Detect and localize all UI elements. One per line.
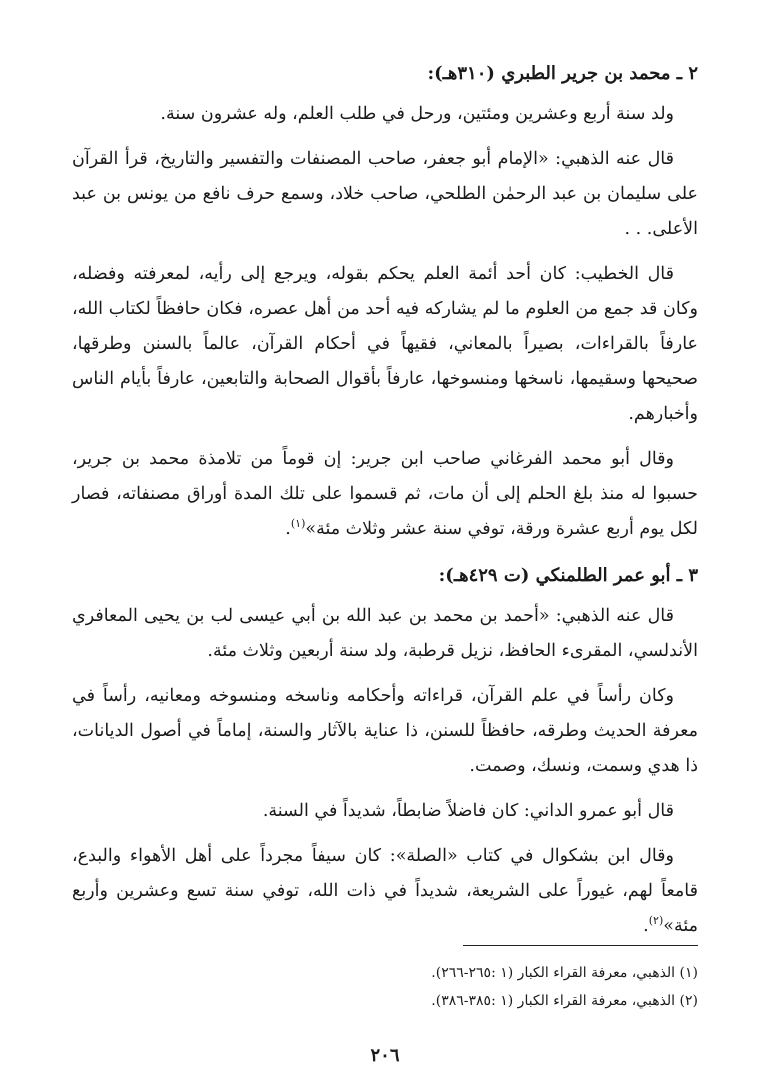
paragraph [72,257,698,432]
footnote-reference[interactable]: (١) [290,517,306,531]
footnotes [72,959,698,1015]
paragraph [72,794,698,829]
paragraph-text: ولد سنة أربع وعشرين ومئتين، ورحل في طلب العلم، وله عشرون سنة. [160,104,674,124]
footnote-reference[interactable]: (٢) [648,914,664,928]
paragraph-tail: . [285,519,291,539]
paragraph-tail: . [643,916,649,936]
section-heading-tabari: ٢ ـ محمد بن جرير الطبري (٣١٠هـ): [427,63,698,84]
paragraph-text: قال أبو عمرو الداني: كان فاضلاً ضابطاً، شديداً في السنة. [262,801,674,821]
section-heading-talamanki: ٣ ـ أبو عمر الطلمنكي (ت ٤٢٩هـ): [438,565,698,586]
paragraph-text: قال الخطيب: كان أحد أئمة العلم يحكم بقوله، ويرجع إلى رأيه، لمعرفته وفضله، وكان قد جمع من العلوم ما لم يشاركه فيه أحد من أهل عصره، فكان حافظاً لكتاب الله، عارفاً بالقراءات، بصيراً بالمعاني، فقيهاً في أحكام القرآن، عالماً بالسنن وطرقها، صحيحها وسقيمها، ناسخها ومنسوخها، عارفاً بأقوال الصحابة والتابعين، عارفاً بأيام الناس وأخبارهم. [72,264,698,424]
paragraph [72,599,698,669]
paragraph [72,142,698,247]
paragraph [72,97,698,132]
paragraph-text: قال عنه الذهبي: «أحمد بن محمد بن عبد الله بن أبي عيسى لب بن يحيى المعافري الأندلسي، المقرىء الحافظ، نزيل قرطبة، ولد سنة أربعين وثلاث مئة. [72,606,698,661]
footnote: (٢) الذهبي، معرفة القراء الكبار (١ :٣٨٥-٣٨٦). [431,993,698,1009]
paragraph [72,442,698,547]
footnote-divider [463,945,698,946]
book-page [72,55,698,1072]
paragraph-text: قال عنه الذهبي: «الإمام أبو جعفر، صاحب المصنفات والتفسير والتاريخ، قرأ القرآن على سليمان بن عبد الرحمٰن الطلحي، صاحب خلاد، وسمع حرف نافع من يونس بن عبد الأعلى. . . [72,149,698,239]
paragraph [72,679,698,784]
paragraph-text: وقال أبو محمد الفرغاني صاحب ابن جرير: إن قوماً من تلامذة محمد بن جرير، حسبوا له منذ بلغ الحلم إلى أن مات، ثم قسموا على تلك المدة أوراق مصنفاته، فصار لكل يوم أربع عشرة ورقة، توفي سنة عشر وثلاث مئة» [72,449,698,539]
paragraph-text: وقال ابن بشكوال في كتاب «الصلة»: كان سيفاً مجرداً على أهل الأهواء والبدع، قامعاً لهم، غيوراً على الشريعة، شديداً في ذات الله، توفي سنة تسع وعشرين وأربع مئة» [72,846,698,936]
paragraph-text: وكان رأساً في علم القرآن، قراءاته وأحكامه وناسخه ومنسوخه ومعانيه، رأساً في معرفة الحديث وطرقه، حافظاً للسنن، ذا عناية بالآثار والسنة، إماماً في أصول الديانات، ذا هدي وسمت، ونسك، وصمت. [72,686,698,776]
paragraph [72,839,698,944]
page-number: ٢٠٦ [370,1045,400,1066]
footnote: (١) الذهبي، معرفة القراء الكبار (١ :٢٦٥-٢٦٦). [431,965,698,981]
